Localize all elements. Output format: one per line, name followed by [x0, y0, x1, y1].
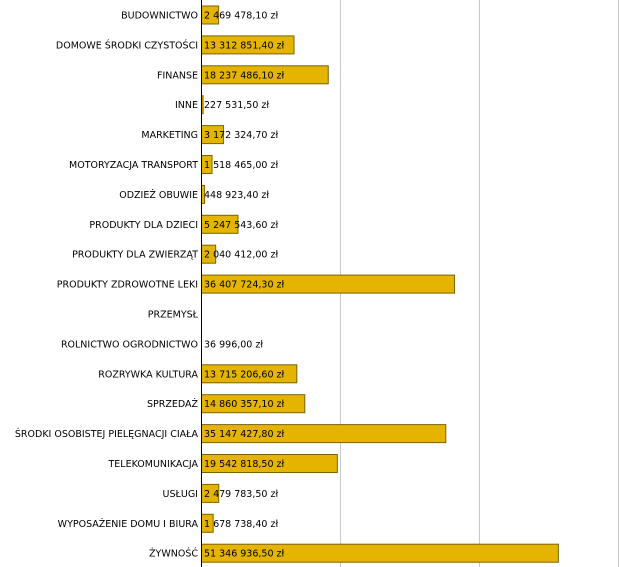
value-label: 19 542 818,50 zł: [204, 459, 285, 470]
category-label: FINANSE: [156, 70, 198, 82]
value-label: 35 147 427,80 zł: [204, 429, 285, 441]
category-labels: [15, 11, 199, 560]
category-label: PRODUKTY DLA ZWIERZĄT: [72, 249, 198, 261]
value-label: 36 996,00 zł: [204, 339, 264, 351]
category-label: ŻYWNOŚĆ: [149, 548, 198, 560]
category-label: TELEKOMUNIKACJA: [108, 459, 198, 470]
category-label: MARKETING: [141, 130, 198, 142]
category-label: PRZEMYSŁ: [147, 309, 198, 321]
value-label: 13 715 206,60 zł: [204, 369, 285, 381]
value-label: 227 531,50 zł: [204, 100, 270, 112]
category-label: ROLNICTWO OGRODNICTWO: [60, 339, 198, 351]
category-label: USŁUGI: [162, 488, 198, 500]
value-label: 3 172 324,70 zł: [204, 130, 279, 142]
value-label: 1 518 465,00 zł: [204, 160, 279, 171]
value-labels: [204, 11, 285, 560]
category-label: MOTORYZACJA TRANSPORT: [69, 160, 198, 171]
category-label: ODZIEŻ OBUWIE: [119, 189, 198, 201]
value-label: 2 469 478,10 zł: [204, 10, 279, 22]
value-label: 448 923,40 zł: [204, 189, 270, 201]
category-label: SPRZEDAŻ: [146, 399, 198, 411]
value-label: 36 407 724,30 zł: [204, 279, 285, 291]
value-label: 2 040 412,00 zł: [204, 249, 279, 261]
value-label: 18 237 486,10 zł: [204, 70, 285, 82]
value-label: 5 247 543,60 zł: [204, 219, 279, 231]
category-label: ŚRODKI OSOBISTEJ PIELĘGNACJI CIAŁA: [14, 429, 198, 441]
category-label: WYPOSAŻENIE DOMU I BIURA: [57, 518, 198, 530]
value-label: 14 860 357,10 zł: [204, 399, 285, 411]
category-label: DOMOWE ŚRODKI CZYSTOŚCI: [55, 40, 198, 52]
category-label: PRODUKTY DLA DZIECI: [89, 219, 198, 231]
category-label: ROZRYWKA KULTURA: [98, 369, 198, 381]
value-label: 13 312 851,40 zł: [204, 40, 285, 52]
category-label: PRODUKTY ZDROWOTNE LEKI: [56, 279, 198, 291]
category-label: INNE: [174, 100, 198, 112]
value-label: 51 346 936,50 zł: [204, 548, 285, 560]
value-label: 1 678 738,40 zł: [204, 518, 279, 530]
value-label: 2 479 783,50 zł: [204, 488, 279, 500]
category-label: BUDOWNICTWO: [121, 10, 198, 22]
